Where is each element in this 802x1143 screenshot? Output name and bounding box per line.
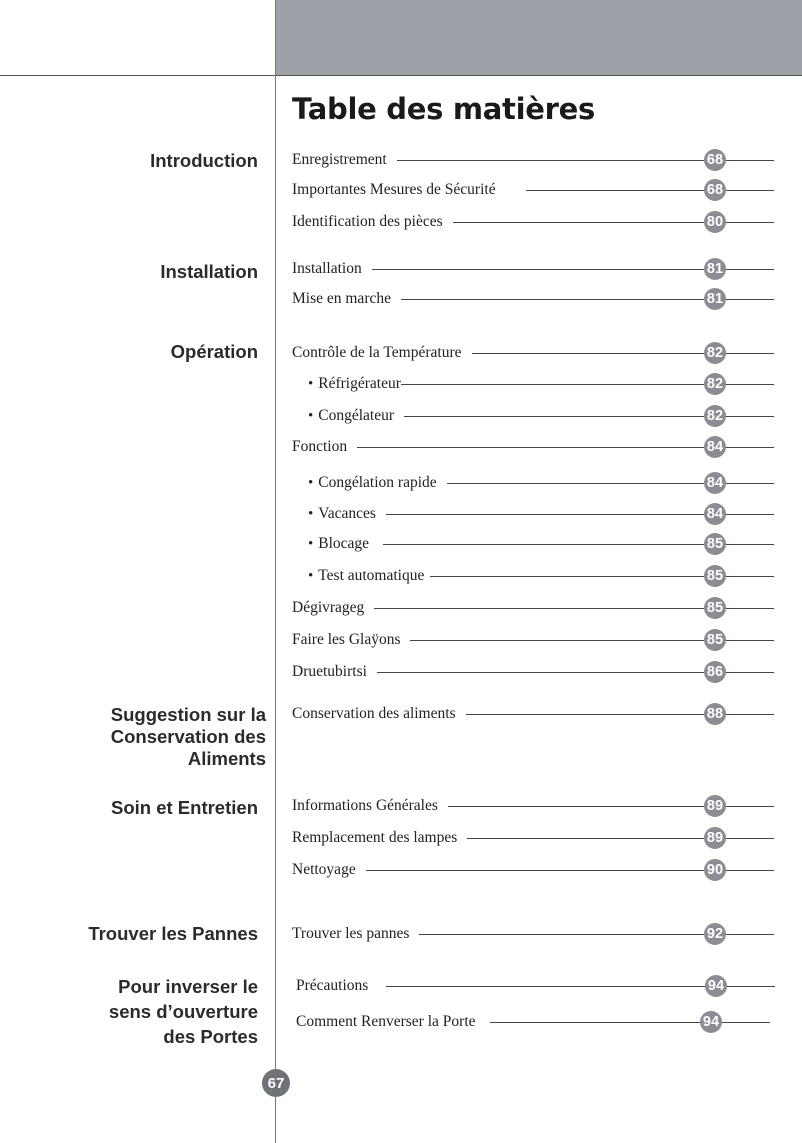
toc-leader-tail — [726, 576, 774, 577]
toc-page-badge: 94 — [705, 975, 727, 997]
toc-label — [308, 375, 401, 393]
toc-leader — [472, 353, 705, 354]
toc-label: Dégivrageg — [292, 599, 365, 616]
toc-entry-identification[interactable] — [292, 210, 774, 234]
toc-entry-securite[interactable] — [292, 178, 774, 202]
toc-entry-congelation-rapide[interactable] — [292, 471, 774, 495]
toc-leader — [453, 222, 704, 223]
toc-page-badge: 84 — [704, 436, 726, 458]
toc-page-badge: 82 — [704, 405, 726, 427]
toc-entry-refrigerateur[interactable] — [292, 372, 774, 396]
section-pannes — [18, 923, 258, 945]
toc-label — [308, 505, 376, 523]
toc-leader-tail — [726, 269, 774, 270]
toc-leader — [386, 986, 705, 987]
toc-leader-tail — [726, 299, 774, 300]
section-line: Aliments — [187, 748, 266, 769]
toc-leader-tail — [726, 514, 774, 515]
toc-leader — [447, 483, 704, 484]
section-installation — [18, 261, 258, 283]
toc-label: Fonction — [292, 438, 348, 455]
toc-entry-druetubirtsi[interactable] — [292, 660, 774, 684]
toc-page-badge: 85 — [704, 533, 726, 555]
toc-entry-controle-temperature[interactable] — [292, 341, 774, 365]
toc-leader — [357, 447, 704, 448]
toc-leader-tail — [726, 672, 774, 673]
toc-page-badge: 88 — [704, 703, 726, 725]
header-blank-panel — [0, 0, 275, 75]
toc-leader-tail — [726, 870, 774, 871]
toc-leader-tail — [727, 986, 775, 987]
toc-label-text: Vacances — [318, 505, 376, 522]
toc-label-text: Réfrigérateur — [318, 375, 401, 392]
toc-page-badge: 86 — [704, 661, 726, 683]
toc-leader — [419, 934, 704, 935]
toc-leader-tail — [726, 838, 774, 839]
toc-label: Conservation des aliments — [292, 705, 456, 722]
toc-entry-degivrage[interactable] — [292, 596, 774, 620]
toc-label-text: Test automatique — [318, 567, 425, 584]
toc-leader-tail — [726, 222, 774, 223]
section-line: Soin et Entretien — [111, 797, 258, 818]
toc-entry-test-automatique[interactable] — [292, 564, 774, 588]
toc-page-badge: 89 — [704, 795, 726, 817]
section-introduction — [18, 150, 258, 172]
column-divider — [275, 0, 276, 1143]
toc-leader — [366, 870, 704, 871]
bullet-glyph: • — [308, 568, 314, 584]
toc-leader-tail — [726, 447, 774, 448]
toc-leader — [386, 514, 704, 515]
toc-entry-glacons[interactable] — [292, 628, 774, 652]
toc-leader-tail — [726, 160, 774, 161]
section-line: Pour inverser le — [118, 976, 258, 997]
toc-page-badge: 68 — [704, 149, 726, 171]
section-operation — [18, 341, 258, 363]
toc-leader — [372, 269, 704, 270]
toc-label: Identification des pièces — [292, 213, 443, 230]
toc-leader — [526, 190, 704, 191]
toc-page-badge: 81 — [704, 258, 726, 280]
toc-leader-tail — [726, 714, 774, 715]
toc-label-text: Congélation rapide — [318, 474, 437, 491]
section-conservation — [26, 704, 266, 770]
toc-leader — [401, 299, 704, 300]
toc-leader — [410, 640, 704, 641]
toc-page-badge: 85 — [704, 597, 726, 619]
section-line: Trouver les Pannes — [88, 923, 258, 944]
toc-entry-nettoyage[interactable] — [292, 858, 774, 882]
toc-entry-mise-en-marche[interactable] — [292, 287, 774, 311]
toc-leader-tail — [726, 544, 774, 545]
toc-entry-installation[interactable] — [292, 257, 774, 281]
toc-entry-blocage[interactable] — [292, 532, 774, 556]
toc-page-badge: 82 — [704, 373, 726, 395]
toc-page-badge: 80 — [704, 211, 726, 233]
toc-leader-tail — [726, 640, 774, 641]
toc-label: Nettoyage — [292, 861, 356, 878]
toc-label: Précautions — [296, 977, 369, 994]
toc-label: Comment Renverser la Porte — [296, 1013, 476, 1030]
toc-leader-tail — [726, 934, 774, 935]
toc-page-badge: 68 — [704, 179, 726, 201]
section-line: Installation — [160, 261, 258, 282]
toc-leader-tail — [726, 416, 774, 417]
toc-entry-precautions[interactable] — [296, 974, 775, 998]
toc-label: Installation — [292, 260, 362, 277]
toc-label — [308, 567, 424, 585]
page-number-badge: 67 — [262, 1069, 290, 1097]
section-line: Opération — [170, 341, 258, 362]
toc-leader — [401, 384, 704, 385]
toc-page-badge: 84 — [704, 503, 726, 525]
toc-leader — [383, 544, 704, 545]
toc-label: Mise en marche — [292, 290, 391, 307]
toc-label: Trouver les pannes — [292, 925, 410, 942]
toc-entry-congelateur[interactable] — [292, 404, 774, 428]
toc-label: Importantes Mesures de Sécurité — [292, 181, 496, 198]
toc-page-badge: 90 — [704, 859, 726, 881]
section-line: Conservation des — [110, 726, 266, 747]
toc-page-badge: 85 — [704, 629, 726, 651]
toc-leader-tail — [726, 806, 774, 807]
bullet-glyph: • — [308, 475, 314, 491]
header-gray-band — [276, 0, 802, 75]
bullet-glyph: • — [308, 376, 314, 392]
toc-label-text: Blocage — [318, 535, 370, 552]
toc-leader — [430, 576, 704, 577]
section-line: Suggestion sur la — [110, 704, 266, 725]
toc-leader — [467, 838, 704, 839]
toc-label — [308, 535, 369, 553]
toc-label — [308, 407, 394, 425]
bullet-glyph: • — [308, 506, 314, 522]
toc-entry-vacances[interactable] — [292, 502, 774, 526]
toc-entry-remplacement-lampes[interactable] — [292, 826, 774, 850]
toc-leader — [404, 416, 704, 417]
toc-entry-renverser-porte[interactable] — [296, 1010, 770, 1034]
toc-page-badge: 92 — [704, 923, 726, 945]
toc-label: Informations Générales — [292, 797, 438, 814]
toc-entry-fonction[interactable] — [292, 435, 774, 459]
toc-page-badge: 84 — [704, 472, 726, 494]
toc-leader-tail — [726, 190, 774, 191]
toc-page-badge: 81 — [704, 288, 726, 310]
toc-label: Druetubirtsi — [292, 663, 367, 680]
toc-page-badge: 82 — [704, 342, 726, 364]
toc-label: Contrôle de la Température — [292, 344, 462, 361]
toc-leader — [374, 608, 704, 609]
section-inverser-portes — [18, 974, 258, 1049]
toc-leader — [466, 714, 704, 715]
toc-leader — [377, 672, 704, 673]
toc-label: Enregistrement — [292, 151, 387, 168]
toc-label — [308, 474, 437, 492]
toc-leader-tail — [722, 1022, 770, 1023]
toc-leader-tail — [726, 353, 774, 354]
toc-entry-enregistrement[interactable] — [292, 148, 774, 172]
section-line: sens d’ouverture — [108, 1001, 258, 1022]
toc-entry-conservation-aliments[interactable] — [292, 702, 774, 726]
section-line: des Portes — [163, 1026, 258, 1047]
toc-leader — [490, 1022, 701, 1023]
toc-leader-tail — [726, 483, 774, 484]
toc-label: Faire les Glaÿons — [292, 631, 401, 648]
bullet-glyph: • — [308, 536, 314, 552]
header-rule — [0, 75, 802, 76]
section-line: Introduction — [150, 150, 258, 171]
toc-entry-informations-generales[interactable] — [292, 794, 774, 818]
toc-label: Remplacement des lampes — [292, 829, 458, 846]
toc-leader — [448, 806, 704, 807]
section-soin-entretien — [18, 797, 258, 819]
bullet-glyph: • — [308, 408, 314, 424]
toc-entry-trouver-pannes[interactable] — [292, 922, 774, 946]
toc-page-badge: 85 — [704, 565, 726, 587]
page-title: Table des matières — [292, 92, 595, 126]
toc-leader-tail — [726, 608, 774, 609]
toc-page-badge: 94 — [700, 1011, 722, 1033]
toc-label-text: Congélateur — [318, 407, 395, 424]
toc-leader-tail — [726, 384, 774, 385]
toc-leader — [397, 160, 704, 161]
toc-page-badge: 89 — [704, 827, 726, 849]
